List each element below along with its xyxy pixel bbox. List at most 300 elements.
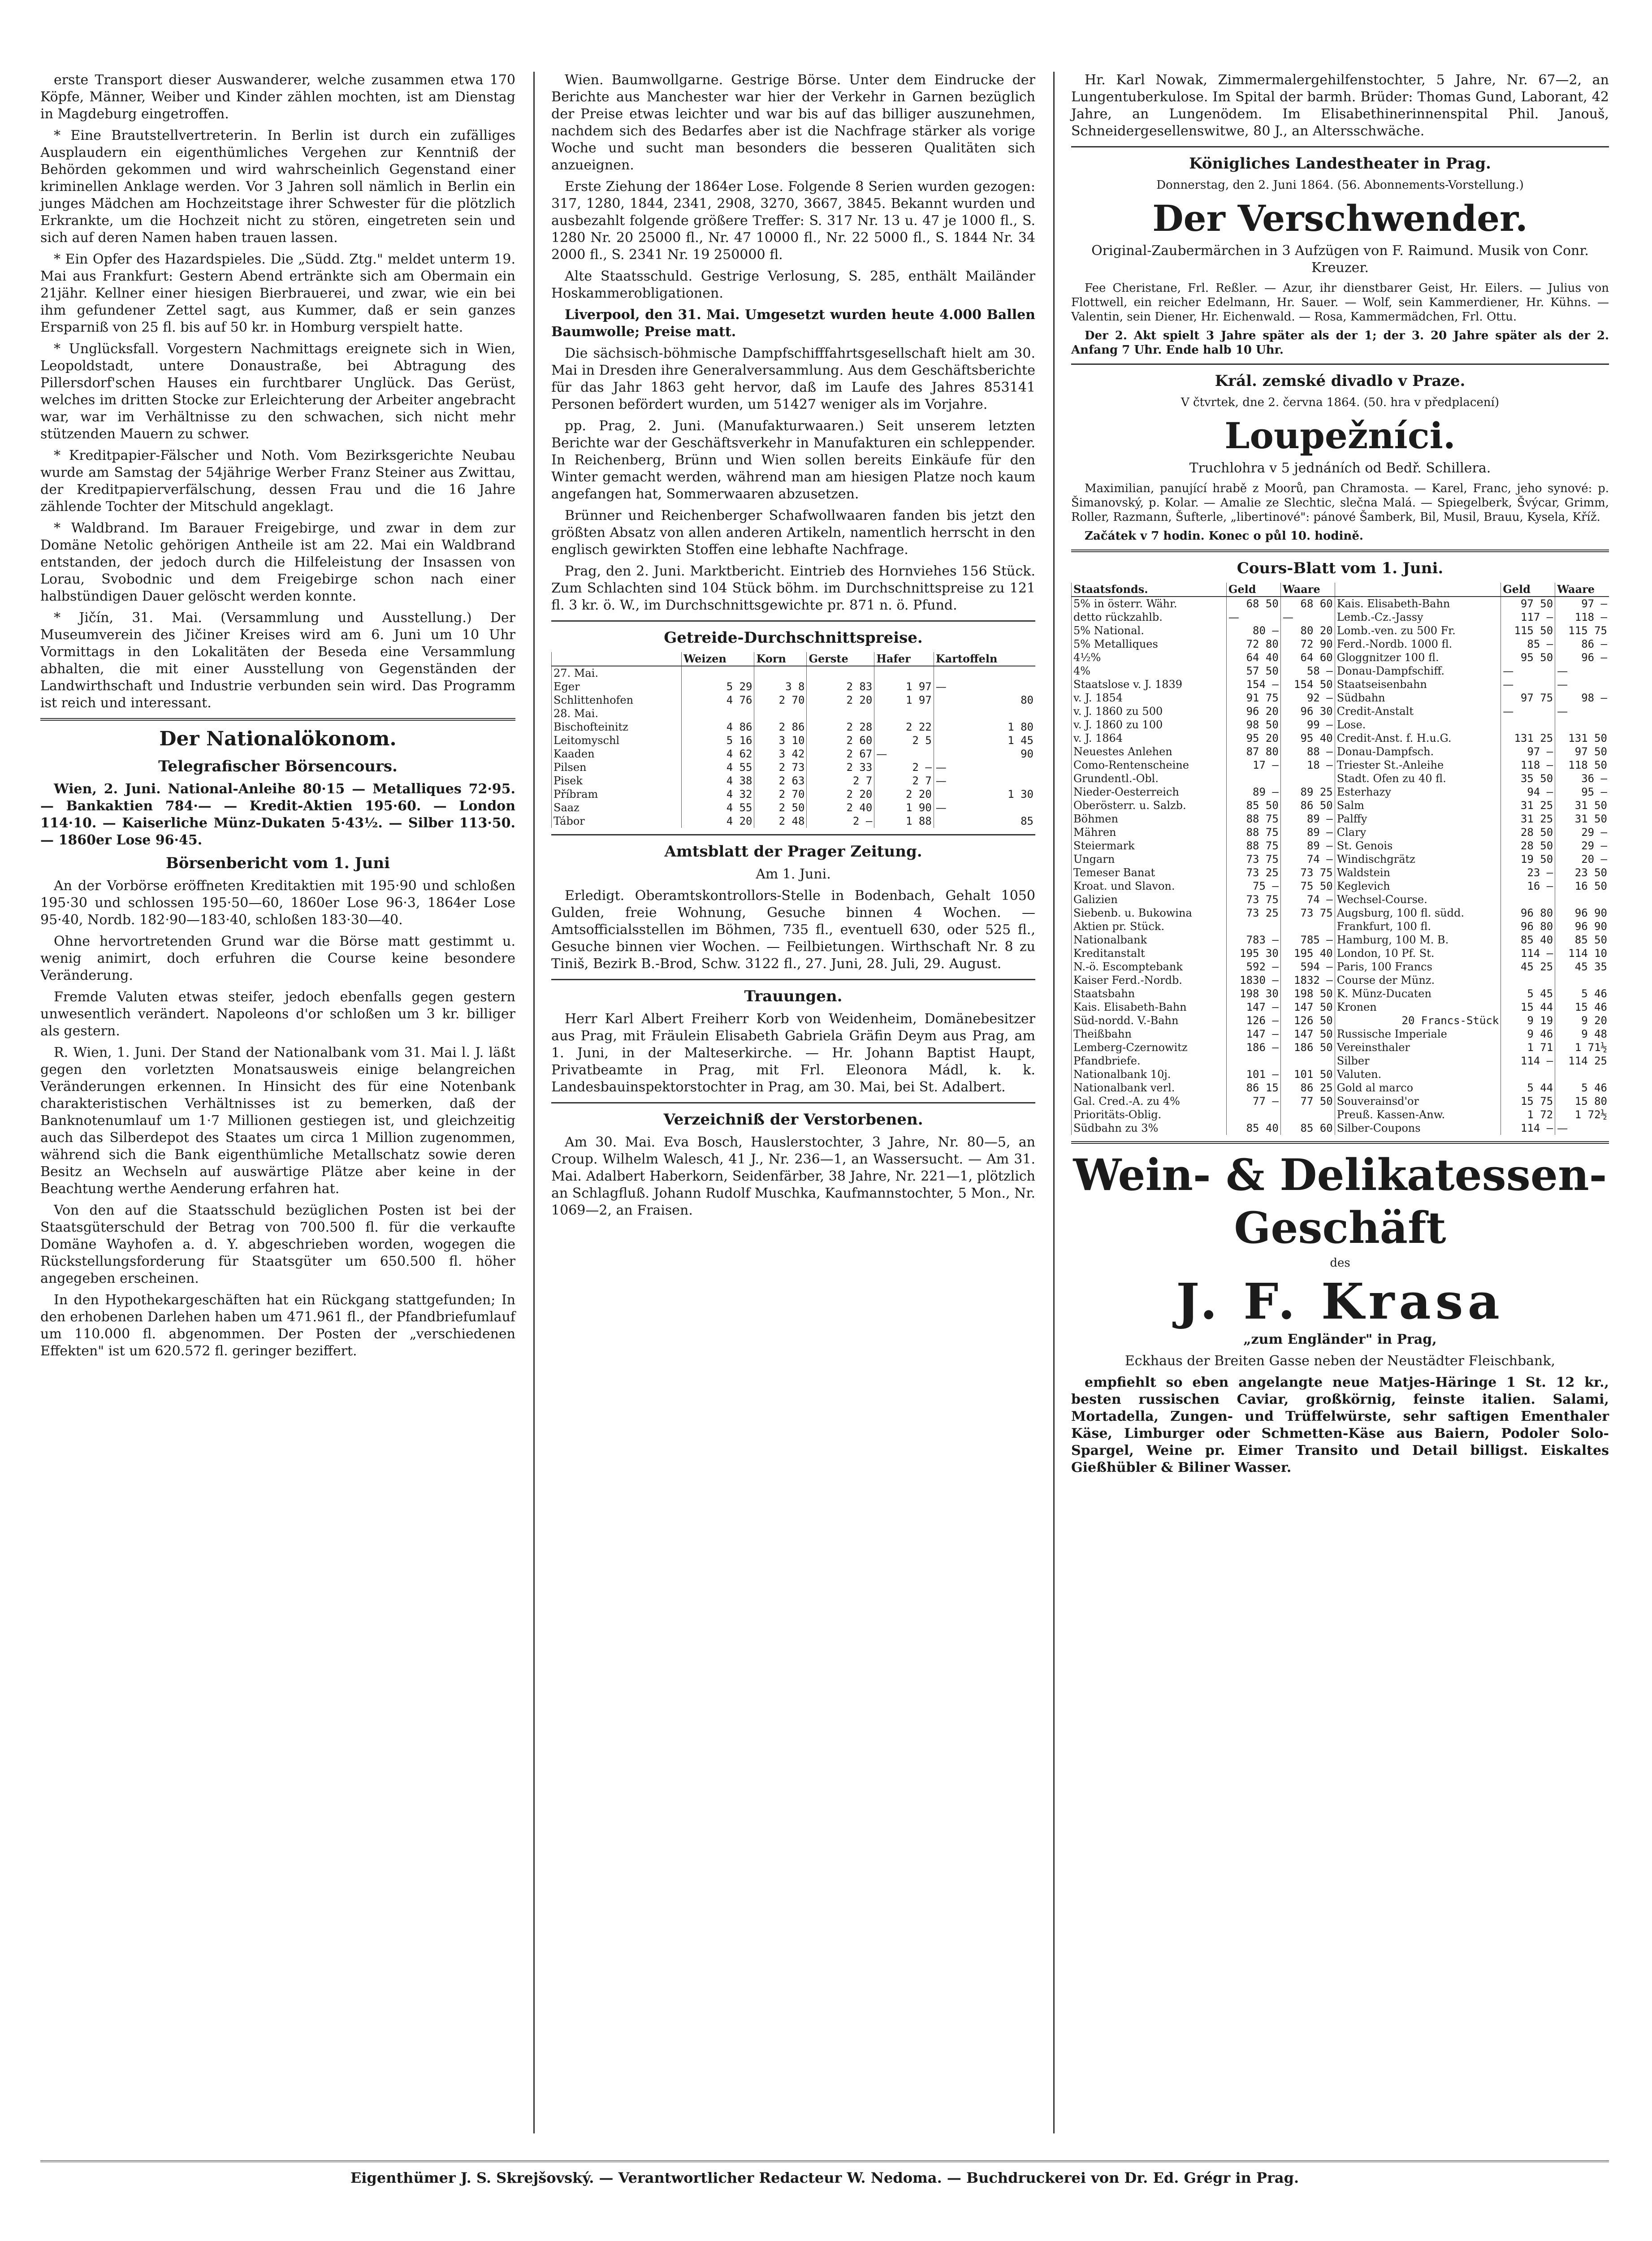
table-cell: 19 50 <box>1501 852 1555 866</box>
table-cell: 75 — <box>1226 879 1280 893</box>
table-cell <box>934 666 1035 680</box>
news-paragraph: * Unglücksfall. Vorgestern Nachmittags ereignete sich in Wien, Leopoldstadt, untere Donaustraße, bei Abtragung des Pillersdorf'schen Hauses ein furchtbarer Unglück. Das Gerüst, welches im dritten Stocke zur Erleichterung der Arbeiter angebracht war, war im Verhältnisse zu den schwachen, sich nicht mehr stützenden Mauern zu schwer. <box>40 341 515 442</box>
table-cell: Siebenb. u. Bukowina <box>1072 906 1227 920</box>
table-cell: Leitomyschl <box>552 734 682 747</box>
table-cell: 15 44 <box>1501 1000 1555 1014</box>
table-cell: 96 90 <box>1555 920 1609 933</box>
table-row <box>1072 597 1609 610</box>
theater-date: Donnerstag, den 2. Juni 1864. (56. Abonnements-Vorstellung.) <box>1156 178 1524 192</box>
table-cell: — <box>934 774 1035 787</box>
table-cell: 85 50 <box>1226 799 1280 812</box>
table-cell: Galizien <box>1072 893 1227 906</box>
table-cell: 1 97 <box>874 693 934 707</box>
table-cell: — <box>1280 610 1335 624</box>
table-cell: 9 19 <box>1501 1014 1555 1027</box>
table-row <box>1072 799 1609 812</box>
table-cell: v. J. 1860 zu 500 <box>1072 705 1227 718</box>
table-header-cell: Weizen <box>682 652 754 666</box>
table-header-cell: Waare <box>1280 583 1335 597</box>
table-cell: 96 90 <box>1555 906 1609 920</box>
table-cell: Ungarn <box>1072 852 1227 866</box>
table-cell: 186 50 <box>1280 1041 1335 1054</box>
table-cell: 1 72½ <box>1555 1108 1609 1121</box>
table-cell: 92 — <box>1280 691 1335 705</box>
table-cell: 73 75 <box>1280 866 1335 879</box>
table-cell: 85 50 <box>1555 933 1609 947</box>
table-cell: 154 50 <box>1280 678 1335 691</box>
table-cell: 2 67 <box>807 747 874 761</box>
table-cell: 9 48 <box>1555 1027 1609 1041</box>
table-cell: 4 62 <box>682 747 754 761</box>
table-cell: 86 50 <box>1280 799 1335 812</box>
table-row <box>1072 973 1609 987</box>
table-cell <box>807 666 874 680</box>
table-cell: 20 — <box>1555 852 1609 866</box>
table-row <box>1072 826 1609 839</box>
table-cell: Nationalbank verl. <box>1072 1081 1227 1095</box>
table-cell: 2 22 <box>874 720 934 734</box>
table-row <box>1072 678 1609 691</box>
table-cell: 77 — <box>1226 1095 1280 1108</box>
table-cell: 154 — <box>1226 678 1280 691</box>
table-row <box>1072 637 1609 651</box>
table-cell <box>1280 1108 1335 1121</box>
table-cell: 5% in österr. Währ. <box>1072 597 1227 610</box>
table-cell: — <box>1501 678 1555 691</box>
table-cell: Como-Rentenscheine <box>1072 758 1227 772</box>
verstorbene-text: Am 30. Mai. Eva Bosch, Hauslerstochter, 3 Jahre, Nr. 80—5, an Croup. Wilhelm Walesch, 41 J., Nr. 236—1, an Wassersucht. — Am 31. Mai. Adalbert Haberkorn, Seidenfärber, 38 Jahre, Nr. 221—1, plötzlich an Schlagfluß. Johann Rudolf Muschka, Kaufmannstochter, 5 Mon., Nr. 1069—2, an Fraisen. <box>551 1134 1035 1218</box>
table-cell: Donau-Dampfschiff. <box>1335 664 1501 678</box>
table-cell: Prioritäts-Oblig. <box>1072 1108 1227 1121</box>
table-cell: 31 25 <box>1501 812 1555 826</box>
table-cell: Staatslose v. J. 1839 <box>1072 678 1227 691</box>
table-cell: 101 — <box>1226 1068 1280 1081</box>
table-cell: 89 — <box>1280 826 1335 839</box>
table-cell: 118 — <box>1501 758 1555 772</box>
table-cell: — <box>934 680 1035 693</box>
table-cell: 95 20 <box>1226 731 1280 745</box>
table-cell: 18 — <box>1280 758 1335 772</box>
table-cell: 5 44 <box>1501 1081 1555 1095</box>
table-cell: 89 — <box>1280 839 1335 852</box>
play-title: Der Verschwender. <box>1152 197 1528 239</box>
table-cell: 75 50 <box>1280 879 1335 893</box>
table-cell: 147 50 <box>1280 1027 1335 1041</box>
table-cell: 147 50 <box>1280 1000 1335 1014</box>
table-cell: Gloggnitzer 100 fl. <box>1335 651 1501 664</box>
column-rule <box>1053 72 1055 2133</box>
table-cell: 4 20 <box>682 814 754 828</box>
ad-des: des <box>1330 1256 1350 1270</box>
table-cell: — <box>1501 664 1555 678</box>
table-cell <box>1280 920 1335 933</box>
table-cell: 4 76 <box>682 693 754 707</box>
table-cell: 4½% <box>1072 651 1227 664</box>
table-cell: 5% Metalliques <box>1072 637 1227 651</box>
table-row <box>552 801 1036 814</box>
courses-table <box>1071 583 1609 1135</box>
table-cell: Eger <box>552 680 682 693</box>
table-row <box>552 814 1036 828</box>
ad-address: Eckhaus der Breiten Gasse neben der Neustädter Fleischbank, <box>1124 1353 1556 1369</box>
table-cell: Süd-nordd. V.-Bahn <box>1072 1014 1227 1027</box>
table-row <box>1072 1108 1609 1121</box>
courses-table-body <box>1072 597 1609 1135</box>
table-cell: Augsburg, 100 fl. südd. <box>1335 906 1501 920</box>
table-row <box>1072 718 1609 731</box>
news-paragraph: Alte Staatsschuld. Gestrige Verlosung, S. 285, enthält Mailänder Hoskammerobligationen. <box>551 268 1035 301</box>
section-divider <box>40 718 515 721</box>
table-cell: Saaz <box>552 801 682 814</box>
table-cell: Gal. Cred.-A. zu 4% <box>1072 1095 1227 1108</box>
table-cell: 73 75 <box>1226 893 1280 906</box>
ad-subtitle: „zum Engländer" in Prag, <box>1243 1332 1437 1347</box>
table-cell: Credit-Anst. f. H.u.G. <box>1335 731 1501 745</box>
table-cell: Mähren <box>1072 826 1227 839</box>
table-cell: 72 80 <box>1226 637 1280 651</box>
table-cell: 31 50 <box>1555 799 1609 812</box>
table-cell: Salm <box>1335 799 1501 812</box>
section-divider <box>551 979 1035 980</box>
table-cell: 57 50 <box>1226 664 1280 678</box>
table-cell: 80 <box>934 693 1035 707</box>
table-cell: London, 10 Pf. St. <box>1335 947 1501 960</box>
table-row <box>552 787 1036 801</box>
boerse-paragraph: R. Wien, 1. Juni. Der Stand der Nationalbank vom 31. Mai l. J. läßt gegen den vorletzten Monatsausweis einige belangreichen Veränderungen erkennen. In Hinsicht des für eine Notenbank charakteristischen Verhältnisses ist zu bemerken, daß der Banknotenumlauf um 1·7 Millionen gestiegen ist, und gleichzeitig auch das Silberdepot des Staates um circa 1 Million zugenommen, während sich die Bank eigenthümliche Metallschatz sowie deren Besitz an Wechseln auf auswärtige Plätze aber keine in der Beachtung werthe Aenderung erfahren hat. <box>40 1045 515 1197</box>
table-cell: Silber-Coupons <box>1335 1121 1501 1135</box>
news-paragraph: Liverpool, den 31. Mai. Umgesetzt wurden heute 4.000 Ballen Baumwolle; Preise matt. <box>551 307 1035 340</box>
play2-subtitle: Truchlohra v 5 jednáních od Bedř. Schillera. <box>1189 460 1491 476</box>
table-row <box>552 761 1036 774</box>
table-cell: 99 — <box>1280 718 1335 731</box>
table-cell: 97 75 <box>1501 691 1555 705</box>
table-cell: 2 63 <box>754 774 807 787</box>
news-paragraph: erste Transport dieser Auswanderer, welche zusammen etwa 170 Köpfe, Männer, Weiber und Kinder zählen mochten, ist am Dienstag in Magdeburg eingetroffen. <box>40 72 515 122</box>
table-cell: 198 50 <box>1280 987 1335 1000</box>
table-cell: 97 — <box>1501 745 1555 758</box>
courses-header-row <box>1072 583 1609 597</box>
table-cell: 5 16 <box>682 734 754 747</box>
table-cell: 91 75 <box>1226 691 1280 705</box>
amtsblatt-date: Am 1. Juni. <box>756 866 831 882</box>
play2-time: Začátek v 7 hodin. Konec o půl 10. hodině. <box>1085 529 1363 543</box>
table-cell: 28 50 <box>1501 826 1555 839</box>
table-cell: — <box>1226 610 1280 624</box>
table-row <box>1072 812 1609 826</box>
table-cell: Kronen <box>1335 1000 1501 1014</box>
news-paragraph: Prag, den 2. Juni. Marktbericht. Eintrieb des Hornviehes 156 Stück. Zum Schlachten sind 104 Stück böhm. im Durchschnittspreise zu 121 fl. 3 kr. ö. W., im Durchschnittsgewichte pr. 871 n. ö. Pfund. <box>551 563 1035 613</box>
table-cell: 101 50 <box>1280 1068 1335 1081</box>
table-cell: 95 40 <box>1280 731 1335 745</box>
table-cell: 114 — <box>1501 1121 1555 1135</box>
table-cell: 131 25 <box>1501 731 1555 745</box>
table-cell: Preuß. Kassen-Anw. <box>1335 1108 1501 1121</box>
table-cell: Wechsel-Course. <box>1335 893 1501 906</box>
table-cell: 58 — <box>1280 664 1335 678</box>
news-paragraph: Hr. Karl Nowak, Zimmermalergehilfenstochter, 5 Jahre, Nr. 67—2, an Lungentuberkulose. Im Spital der barmh. Brüder: Thomas Gund, Laborant, 42 Jahre, an Lungenödem. Im Elisabethinerinnenspital Phil. Janouš, Schneidergesellenswitwe, 80 J., an Altersschwäche. <box>1071 72 1609 139</box>
table-row <box>1072 879 1609 893</box>
table-cell: 31 50 <box>1555 812 1609 826</box>
table-row <box>1072 1068 1609 1081</box>
table-cell: 4 38 <box>682 774 754 787</box>
table-cell: 96 80 <box>1501 906 1555 920</box>
table-cell: 1 30 <box>934 787 1035 801</box>
table-cell: Theißbahn <box>1072 1027 1227 1041</box>
section-divider <box>551 834 1035 835</box>
table-cell: 88 75 <box>1226 826 1280 839</box>
table-cell: Nationalbank <box>1072 933 1227 947</box>
table-cell: Lemb.-Cz.-Jassy <box>1335 610 1501 624</box>
table-cell: Vereinsthaler <box>1335 1041 1501 1054</box>
table-row <box>1072 893 1609 906</box>
table-row <box>1072 947 1609 960</box>
ad-title: Wein- & Delikatessen- <box>1073 1150 1607 1200</box>
news-paragraph: Die sächsisch-böhmische Dampfschifffahrtsgesellschaft hielt am 30. Mai in Dresden ihre Generalversammlung. Aus dem Geschäftsberichte für das Jahr 1863 geht hervor, daß im Laufe des Jahres 853141 Personen befördert wurden, um 51427 weniger als im Vorjahre. <box>551 346 1035 412</box>
table-cell: detto rückzahlb. <box>1072 610 1227 624</box>
table-row <box>1072 1000 1609 1014</box>
table-cell: 89 25 <box>1280 785 1335 799</box>
table-cell: 2 20 <box>807 787 874 801</box>
table-cell: Nieder-Oesterreich <box>1072 785 1227 799</box>
table-cell: 195 30 <box>1226 947 1280 960</box>
table-cell: 5 46 <box>1555 1081 1609 1095</box>
table-cell: 147 — <box>1226 1027 1280 1041</box>
table-cell: 45 25 <box>1501 960 1555 973</box>
table-cell: 117 — <box>1501 610 1555 624</box>
table-cell: — <box>874 747 934 761</box>
news-paragraph: * Jičín, 31. Mai. (Versammlung und Ausstellung.) Der Museumverein des Jičiner Kreises wird am 6. Juni um 10 Uhr Vormittags in den Lokalitäten der Beseda eine Versammlung abhalten, die mit einer Ausstellung von Gegenständen der Landwirthschaft und Industrie verbunden sein wird. Das Programm ist reich und interessant. <box>40 610 515 711</box>
table-cell: — <box>1555 1121 1609 1135</box>
table-row <box>1072 1121 1609 1135</box>
table-cell: 186 — <box>1226 1041 1280 1054</box>
table-cell: 2 7 <box>874 774 934 787</box>
table-cell: 96 — <box>1555 651 1609 664</box>
table-cell: 15 80 <box>1555 1095 1609 1108</box>
theater2-title: Král. zemské divadlo v Praze. <box>1215 372 1466 390</box>
column-1 <box>40 72 515 1364</box>
table-cell <box>1226 772 1280 785</box>
table-cell: 31 25 <box>1501 799 1555 812</box>
table-row <box>1072 731 1609 745</box>
table-cell: 2 73 <box>754 761 807 774</box>
table-cell: 114 10 <box>1555 947 1609 960</box>
table-cell: 85 — <box>1501 637 1555 651</box>
table-cell: Südbahn <box>1335 691 1501 705</box>
table-cell: 97 — <box>1555 597 1609 610</box>
table-cell: 1 88 <box>874 814 934 828</box>
table-cell: 73 25 <box>1226 866 1280 879</box>
table-cell: 74 — <box>1280 893 1335 906</box>
table-cell: K. Münz-Ducaten <box>1335 987 1501 1000</box>
news-paragraph: Wien. Baumwollgarne. Gestrige Börse. Unter dem Eindrucke der Berichte aus Manchester war hier der Verkehr in Garnen bezüglich der Preise etwas leichter und war bis auf das billiger auszunehmen, nachdem sich des Bedarfes aber ist die Nachfrage stärker als vorige Woche und sucht man besonders die besseren Qualitäten sich anzueignen. <box>551 72 1035 173</box>
table-cell: Schlittenhofen <box>552 693 682 707</box>
news-paragraph: Erste Ziehung der 1864er Lose. Folgende 8 Serien wurden gezogen: 317, 1280, 1844, 2341, 2908, 3270, 3667, 3845. Bekannt wurden und ausbezahlt folgende größere Treffer: S. 317 Nr. 13 u. 47 je 1000 fl., S. 1280 Nr. 20 25000 fl., Nr. 47 10000 fl., Nr. 22 5000 fl., S. 1844 Nr. 34 2000 fl., S. 2341 Nr. 19 250000 fl. <box>551 179 1035 263</box>
table-cell: 2 40 <box>807 801 874 814</box>
theater-title: Königliches Landestheater in Prag. <box>1189 155 1491 173</box>
grain-table <box>551 652 1035 828</box>
table-cell <box>1280 1054 1335 1068</box>
section-divider <box>1071 146 1609 147</box>
table-row <box>552 693 1036 707</box>
table-row <box>1072 705 1609 718</box>
table-row <box>1072 1081 1609 1095</box>
table-header-cell: Hafer <box>874 652 934 666</box>
table-cell: Hamburg, 100 M. B. <box>1335 933 1501 947</box>
table-cell <box>1226 1054 1280 1068</box>
table-row <box>552 747 1036 761</box>
news-paragraph: * Eine Brautstellvertreterin. In Berlin ist durch ein zufälliges Ausplaudern ein eigenthümliches Vergehen zur Kenntniß der Behörden gekommen und wird wahrscheinlich Gegenstand einer kriminellen Anklage werden. Vor 3 Jahren soll nämlich in Berlin ein junges Mädchen am Hochzeitstage ihrer Schwester für die plötzlich Erkrankte, um die Hochzeit nicht zu stören, eingetreten sein und sich auf deren Namen haben trauen lassen. <box>40 128 515 246</box>
table-cell: v. J. 1864 <box>1072 731 1227 745</box>
telegraph-text: Wien, 2. Juni. National-Anleihe 80·15 — Metalliques 72·95. — Bankaktien 784·— — Kredit-Aktien 195·60. — London 114·10. — Kaiserliche Münz-Dukaten 5·43½. — Silber 113·50. — 1860er Lose 96·45. <box>40 781 515 848</box>
table-cell: 68 50 <box>1226 597 1280 610</box>
table-row <box>1072 839 1609 852</box>
table-cell: — <box>1555 678 1609 691</box>
table-header-cell: Waare <box>1555 583 1609 597</box>
table-cell: 86 15 <box>1226 1081 1280 1095</box>
table-cell: 594 — <box>1280 960 1335 973</box>
table-cell: — <box>934 801 1035 814</box>
table-cell: 15 46 <box>1555 1000 1609 1014</box>
table-cell: 89 — <box>1280 812 1335 826</box>
table-header-cell: Kartoffeln <box>934 652 1035 666</box>
table-cell: — <box>1501 705 1555 718</box>
boerse-paragraph: In den Hypothekargeschäften hat ein Rückgang stattgefunden; In den erhobenen Darlehen haben um 471.961 fl., der Pfandbriefumlauf um 110.000 fl. abgenommen. Der Posten der „verschiedenen Effekten" ist um 620.572 fl. geringer beziffert. <box>40 1292 515 1359</box>
play2-cast: Maximilian, panující hrabě z Moorů, pan Chramosta. — Karel, Franc, jeho synové: p. Šimanovský, p. Kolar. — Amalie ze Slechtic, slečna Malá. — Spiegelberk, Švýcar, Grimm, Roller, Razmann, Šufterle, „libertinové": pánové Šamberk, Bil, Musil, Brauu, Kysela, Kříž. <box>1071 482 1609 524</box>
table-cell: 64 40 <box>1226 651 1280 664</box>
table-cell: 73 25 <box>1226 906 1280 920</box>
table-cell: Waldstein <box>1335 866 1501 879</box>
table-header-cell: Geld <box>1226 583 1280 597</box>
table-cell <box>874 707 934 720</box>
table-cell: Kais. Elisabeth-Bahn <box>1335 597 1501 610</box>
table-cell: 2 20 <box>874 787 934 801</box>
table-cell: 97 50 <box>1555 745 1609 758</box>
table-row <box>1072 1041 1609 1054</box>
table-cell: Pisek <box>552 774 682 787</box>
table-cell <box>1226 1108 1280 1121</box>
table-cell: 2 86 <box>754 720 807 734</box>
table-cell: Gold al marco <box>1335 1081 1501 1095</box>
table-cell: Oberösterr. u. Salzb. <box>1072 799 1227 812</box>
table-cell: 85 40 <box>1226 1121 1280 1135</box>
table-cell: 27. Mai. <box>552 666 682 680</box>
table-cell: 28. Mai. <box>552 707 682 720</box>
table-cell: Course der Münz. <box>1335 973 1501 987</box>
table-row <box>1072 960 1609 973</box>
verstorbene-title: Verzeichniß der Verstorbenen. <box>663 1111 923 1129</box>
table-cell: 118 50 <box>1555 758 1609 772</box>
table-cell: Kais. Elisabeth-Bahn <box>1072 1000 1227 1014</box>
ad-text: empfiehlt so eben angelangte neue Matjes-Häringe 1 St. 12 kr., besten russischen Caviar, großkörnig, feinste italien. Salami, Mortadella, Zungen- und Trüffelwürste, sehr saftigen Ementhaler Käse, Limburger oder Schmetten-Käse aus Baiern, Podoler Solo-Spargel, Weine pr. Eimer Transito und Detail billigst. Eiskaltes Gießhübler & Biliner Wasser. <box>1071 1375 1609 1475</box>
table-cell: 4 32 <box>682 787 754 801</box>
table-row <box>1072 1027 1609 1041</box>
table-cell: 114 — <box>1501 947 1555 960</box>
boerse-paragraph: An der Vorbörse eröffneten Kreditaktien mit 195·90 und schloßen 195·30 und schlossen 195·50—60, 1860er Lose 96·3, 1864er Lose 95·40, Nordb. 182·90—183·40, schloßen 183·30—40. <box>40 878 515 928</box>
boerse-paragraph: Fremde Valuten etwas steifer, jedoch ebenfalls gegen gestern unwesentlich verändert. Napoleons d'or schloßen um 3 kr. billiger als gestern. <box>40 989 515 1039</box>
table-cell: 126 — <box>1226 1014 1280 1027</box>
table-cell: Lose. <box>1335 718 1501 731</box>
table-row <box>1072 745 1609 758</box>
table-cell: 86 25 <box>1280 1081 1335 1095</box>
table-cell: 73 75 <box>1226 852 1280 866</box>
table-cell: Südbahn zu 3% <box>1072 1121 1227 1135</box>
table-cell: Silber <box>1335 1054 1501 1068</box>
table-cell: 131 50 <box>1555 731 1609 745</box>
table-cell: 2 5 <box>874 734 934 747</box>
table-cell <box>1501 973 1555 987</box>
table-cell: 3 10 <box>754 734 807 747</box>
table-row <box>1072 933 1609 947</box>
table-cell: 16 — <box>1501 879 1555 893</box>
table-cell: 96 20 <box>1226 705 1280 718</box>
table-cell: 45 35 <box>1555 960 1609 973</box>
table-cell: 785 — <box>1280 933 1335 947</box>
table-row <box>552 774 1036 787</box>
table-cell: Kaaden <box>552 747 682 761</box>
table-cell: 80 — <box>1226 624 1280 637</box>
table-cell: 35 50 <box>1501 772 1555 785</box>
table-cell: — <box>1555 664 1609 678</box>
boerse-paragraph: Ohne hervortretenden Grund war die Börse matt gestimmt u. wenig animirt, doch erfuhren die Course keine besondere Veränderung. <box>40 934 515 983</box>
table-cell: 114 25 <box>1555 1054 1609 1068</box>
table-cell: 85 <box>934 814 1035 828</box>
table-cell: 1830 — <box>1226 973 1280 987</box>
table-row <box>552 734 1036 747</box>
table-cell <box>1501 718 1555 731</box>
news-paragraph: * Waldbrand. Im Barauer Freigebirge, und zwar in dem zur Domäne Netolic gehörigen Antheile ist am 22. Mai ein Waldbrand entstanden, der jedoch durch die Hilfeleistung der Insassen von Lorau, Svobodnic und dem Freigebirge schon nach einer halbstündigen Dauer gelöscht werden konnte. <box>40 520 515 604</box>
table-row <box>1072 866 1609 879</box>
table-cell: 4 86 <box>682 720 754 734</box>
amtsblatt-title: Amtsblatt der Prager Zeitung. <box>664 843 922 861</box>
news-paragraph: * Ein Opfer des Hazardspieles. Die „Südd. Ztg." meldet unterm 19. Mai aus Frankfurt: Gestern Abend ertränkte sich am Obermain ein 21jähr. Kellner einer hiesigen Bierbrauerei, und zwar, wie ein bei ihm gefundener Zettel sagt, aus Kummer, daß er sein ganzes Ersparniß von 25 fl. bis auf 50 kr. in Homburg verspielt hatte. <box>40 251 515 335</box>
amtsblatt-text: Erledigt. Oberamtskontrollors-Stelle in Bodenbach, Gehalt 1050 Gulden, freie Wohnung, Gesuche binnen 4 Wochen. — Amtsofficialsstellen im Böhmen, 735 fl., eventuell 630, oder 525 fl., Gesuche binnen vier Wochen. — Feilbietungen. Wirthschaft Nr. 8 zu Tiniš, Bezirk B.-Brod, Schw. 3122 fl., 27. Juni, 28. Juli, 29. August. <box>551 888 1035 972</box>
table-cell: 87 80 <box>1226 745 1280 758</box>
table-cell: Keglevich <box>1335 879 1501 893</box>
table-cell: N.-ö. Escomptebank <box>1072 960 1227 973</box>
table-cell: 4% <box>1072 664 1227 678</box>
table-row <box>1072 651 1609 664</box>
table-row <box>1072 1014 1609 1027</box>
table-cell: 5 46 <box>1555 987 1609 1000</box>
boerse-paragraph: Von den auf die Staatsschuld bezüglichen Posten ist bei der Staatsgüterschuld der Betrag von 700.500 fl. für die verkaufte Domäne Wayhofen a. d. Y. abgeschrieben worden, wogegen die Rückstellungsforderung für Staatsgüter um 650.500 fl. höher angegeben erscheinen. <box>40 1203 515 1286</box>
table-cell: 88 — <box>1280 745 1335 758</box>
table-header-cell: Korn <box>754 652 807 666</box>
table-cell: Kroat. und Slavon. <box>1072 879 1227 893</box>
table-row <box>1072 906 1609 920</box>
table-cell: Grundentl.-Obl. <box>1072 772 1227 785</box>
advertisement <box>1071 1150 1609 1476</box>
table-cell: 95 50 <box>1501 651 1555 664</box>
table-cell: Credit-Anstalt <box>1335 705 1501 718</box>
table-cell <box>1555 893 1609 906</box>
table-cell: Frankfurt, 100 fl. <box>1335 920 1501 933</box>
ad-title-2: Geschäft <box>1234 1203 1446 1253</box>
table-cell: Lemberg-Czernowitz <box>1072 1041 1227 1054</box>
trauungen-text: Herr Karl Albert Freiherr Korb von Weidenheim, Domänebesitzer aus Prag, mit Fräulein Elisabeth Gabriela Gräfin Deym aus Prag, am 1. Juni, in der Malteserkirche. — Hr. Johann Baptist Haupt, Privatbeamte in Prag, mit Frl. Eleonora Mádl, k. k. Landesbauinspektorstochter in Prag, am 30. Mai, bei St. Adalbert. <box>551 1011 1035 1095</box>
table-header-cell <box>552 652 682 666</box>
table-cell: Russische Imperiale <box>1335 1027 1501 1041</box>
table-cell: 85 40 <box>1501 933 1555 947</box>
table-cell: Nationalbank 10j. <box>1072 1068 1227 1081</box>
table-cell: 2 48 <box>754 814 807 828</box>
table-cell: 2 50 <box>754 801 807 814</box>
table-cell: St. Genois <box>1335 839 1501 852</box>
table-cell: Příbram <box>552 787 682 801</box>
table-cell: 2 33 <box>807 761 874 774</box>
table-cell: Windischgrätz <box>1335 852 1501 866</box>
trauungen-title: Trauungen. <box>744 987 843 1005</box>
table-cell: Pfandbriefe. <box>1072 1054 1227 1068</box>
